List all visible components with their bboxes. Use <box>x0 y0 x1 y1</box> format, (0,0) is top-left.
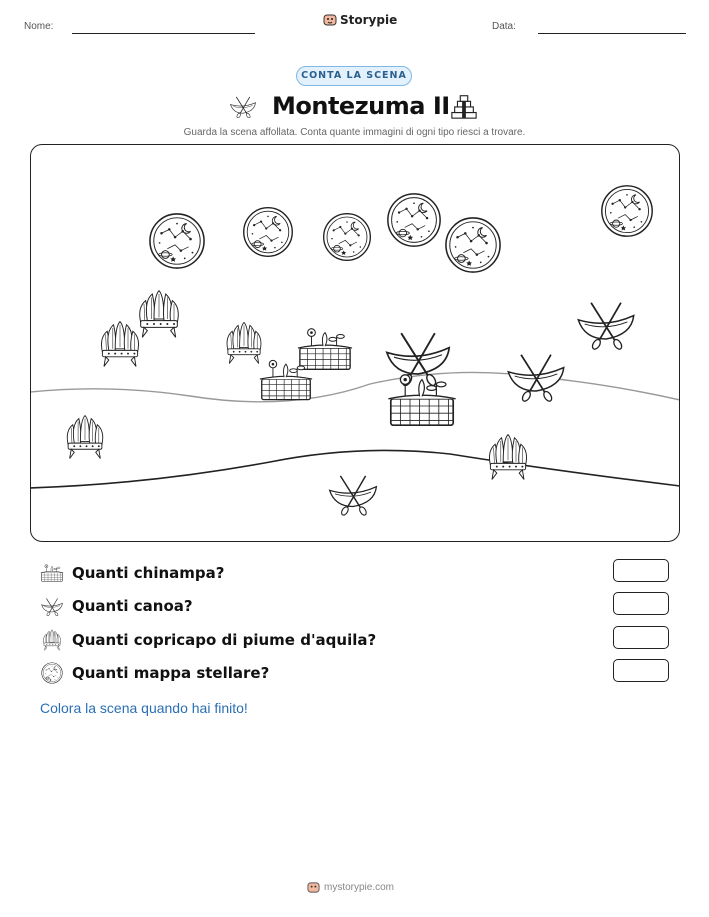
color-instruction: Colora la scena quando hai finito! <box>40 700 248 716</box>
site-footer <box>307 881 394 894</box>
star-map-icon <box>149 213 203 267</box>
storypie-icon <box>323 13 337 27</box>
question-text: Quanti chinampa? <box>72 564 225 582</box>
canoe-icon <box>329 475 376 515</box>
activity-badge: CONTA LA SCENA <box>296 66 412 86</box>
answer-box-headdress[interactable] <box>613 626 669 649</box>
counting-scene <box>30 144 680 542</box>
date-label: Data: <box>492 21 516 32</box>
feather-headdress-icon <box>139 290 178 337</box>
instructions: Guarda la scena affollata. Conta quante immagini di ogni tipo riesci a trovare. <box>183 127 526 138</box>
star-map-icon <box>445 217 499 271</box>
feather-headdress-icon <box>101 321 138 366</box>
brand-name: Storypie <box>340 13 398 27</box>
canoe-icon <box>40 596 64 616</box>
star-map-icon <box>601 185 651 235</box>
page-title: Montezuma II <box>272 92 450 120</box>
brand-logo <box>323 13 397 27</box>
star-map-icon <box>243 207 292 256</box>
feather-headdress-icon <box>40 629 64 651</box>
question-text: Quanti mappa stellare? <box>72 664 270 682</box>
storypie-icon <box>307 881 320 894</box>
answer-box-star-map[interactable] <box>613 659 669 682</box>
star-map-icon <box>40 662 64 684</box>
site-url: mystorypie.com <box>324 882 395 893</box>
feather-headdress-icon <box>67 415 102 458</box>
canoe-icon <box>578 302 633 350</box>
star-map-icon <box>323 213 370 260</box>
chinampa-icon <box>297 328 351 369</box>
date-field[interactable] <box>538 33 686 34</box>
feather-headdress-icon <box>227 322 261 363</box>
question-text: Quanti copricapo di piume d'aquila? <box>72 631 377 649</box>
canoe-icon <box>508 354 563 402</box>
name-field[interactable] <box>72 33 255 34</box>
chinampa-icon <box>40 563 64 583</box>
chinampa-icon <box>388 374 455 424</box>
feather-headdress-icon <box>489 434 526 479</box>
question-headdress <box>40 629 376 651</box>
question-text: Quanti canoa? <box>72 597 193 615</box>
answer-box-canoe[interactable] <box>613 592 669 615</box>
question-canoe <box>40 596 193 616</box>
answer-box-chinampa[interactable] <box>613 559 669 582</box>
pyramid-icon <box>450 92 478 120</box>
name-label: Nome: <box>24 21 54 32</box>
question-star-map <box>40 662 269 684</box>
chinampa-icon <box>259 360 311 399</box>
scene-illustration <box>30 144 680 542</box>
canoe-icon <box>228 94 258 118</box>
question-chinampa <box>40 563 224 583</box>
star-map-icon <box>387 193 439 245</box>
